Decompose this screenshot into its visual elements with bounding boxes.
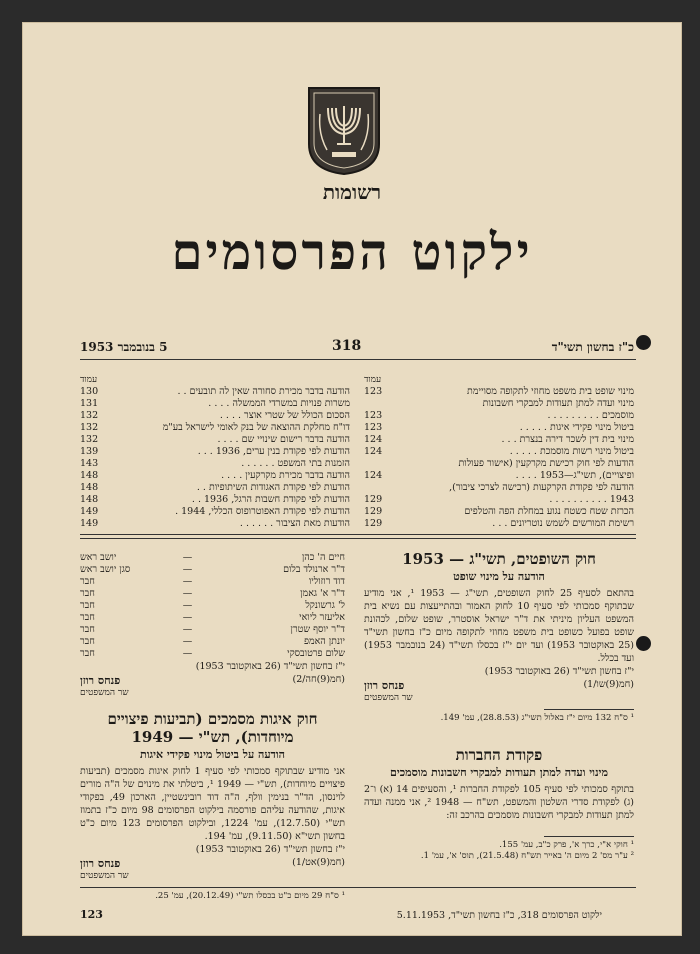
- header-date-hebrew: כ"ז בחשון תשי"ד: [551, 340, 634, 354]
- toc-entry: [364, 506, 634, 518]
- member-dash: —: [182, 624, 193, 635]
- state-emblem-icon: [305, 84, 383, 176]
- toc-page-label: עמוד: [364, 375, 382, 385]
- member-role: יושב ראש: [80, 552, 117, 563]
- committee-members: [80, 552, 345, 660]
- toc-entry-title: הודעה בדבר מכירת מקרקעין . . . .: [221, 470, 350, 481]
- toc-entry-title: הודעות מאת הציבור . . . . . .: [239, 518, 350, 529]
- header-date-gregorian: 5 בנובמבר 1953: [80, 340, 168, 354]
- toc-entry-page: 149: [80, 506, 99, 517]
- toc-entry: [80, 410, 350, 422]
- toc-entry: [80, 470, 350, 482]
- toc-entry-page: 148: [80, 470, 99, 481]
- member-name: שלום פרטובסקי: [287, 648, 345, 659]
- footnote: ¹ ס"ח 29 מיום כ"ט בכסלו תש"י (20.12.49), עמ' 25.: [155, 891, 345, 901]
- member-name: יונתן האמפ: [303, 636, 345, 647]
- toc-page-label: עמוד: [80, 375, 98, 385]
- toc-entry-page: 123: [364, 422, 383, 433]
- toc-entry-title: הסכום הכולל של שטרי אוצר . . . .: [219, 410, 350, 421]
- toc-entry-page: 139: [80, 446, 99, 457]
- section-text: אני מודיע שבתוקף סמכותי לפי סעיף 1 לחוק איגות מסמכים (תביעות פיצויים מיוחדות), תש"י — 1949 ¹, ביטלתי את מינוים של ה"ה מורים לוינסון, הד"ר בנימין וולף, ה"ה דוד רובינשטיין, הארכון 49, בפקודי איגות, שהודעה עליהם פורסמה בילקוט הפרסומים 98 מיום כ"ז בתמוז תש"י (12.7.50), עמ' 1224, ובילקוט הפרסומים 123 מיום כ"ט בחשון תשי"א (9.11.50), עמ' 194.: [80, 766, 345, 842]
- member-role: חבר: [80, 588, 95, 599]
- signer-role: שר המשפטים: [80, 688, 129, 698]
- toc-entry-page: 149: [80, 518, 99, 529]
- section-subtitle: הודעה על ביטול מינוי פקידי איגות: [139, 748, 285, 761]
- member-dash: —: [182, 552, 193, 563]
- toc-entry-page: [364, 482, 386, 494]
- toc-entry-title: דו"ח מחלקת ההוצאה של בנק לאומי לישראל בע"מ: [162, 422, 350, 433]
- member-role: חבר: [80, 600, 95, 611]
- signature-date: י"ז בחשון תשי"ד (26 באוקטובר 1953): [484, 666, 634, 677]
- toc-entry: [80, 518, 350, 530]
- toc-entry: [364, 482, 634, 494]
- toc-entry-page: [364, 398, 386, 410]
- committee-member: [80, 600, 345, 612]
- toc-entry-page: 124: [364, 446, 383, 457]
- footer-text: ילקוט הפרסומים 318, כ"ז בחשון תשי"ד, 5.11.1953: [396, 910, 602, 921]
- toc-entry-page: 132: [80, 410, 99, 421]
- toc-entry-title: ביטול מינוי רשות מוסמכת . . . . .: [509, 446, 634, 457]
- committee-member: [80, 612, 345, 624]
- committee-member: [80, 648, 345, 660]
- punch-hole-bottom: [636, 636, 651, 651]
- toc-right: [364, 374, 634, 530]
- toc-entry: [364, 422, 634, 434]
- member-dash: —: [182, 648, 193, 659]
- toc-entry-page: 130: [80, 386, 99, 397]
- toc-entry: [364, 398, 634, 410]
- toc-entry-title: הודעות לפי פקודת האגודות השיתופיות . .: [196, 482, 350, 493]
- member-name: ד"ר א' גאמן: [300, 588, 345, 599]
- member-name: ל' גרשונקל: [305, 600, 345, 611]
- footnote-rule: [544, 709, 634, 710]
- toc-entry-page: 131: [80, 398, 99, 409]
- toc-entry-title: רשימת המורשים לשמש נוטריונים . . .: [492, 518, 634, 529]
- toc-entry-title: ביטול מינוי פקידי איגות . . . . .: [519, 422, 634, 433]
- issue-number: 318: [332, 338, 362, 354]
- signature-date: י"ז בחשון תשי"ד (26 באוקטובר 1953): [195, 661, 345, 672]
- toc-entry-page: 143: [80, 458, 99, 469]
- member-role: חבר: [80, 636, 95, 647]
- document-page: [22, 22, 682, 936]
- punch-hole-top: [636, 335, 651, 350]
- toc-entry: [364, 518, 634, 530]
- toc-entry-title: מוסמכים . . . . . . . . .: [547, 410, 634, 421]
- section-title-documents-law: חוק איגות מסמכים (תביעות פיצויים מיוחדות), תש"י — 1949: [107, 710, 318, 746]
- toc-entry-page: 124: [364, 470, 383, 481]
- toc-entry: [364, 494, 634, 506]
- signer-role: שר המשפטים: [80, 871, 129, 881]
- toc-entry: [364, 458, 634, 470]
- member-role: חבר: [80, 576, 95, 587]
- toc-entry-page: [364, 458, 386, 470]
- toc-entry-page: 129: [364, 506, 383, 517]
- footnote: ¹ ס"ח 132 מיום י"ז באלול תשי"ג (28.8.53), עמ' 149.: [440, 713, 634, 723]
- toc-entry-title: משרות פנויות במשרדי הממשלה . . . .: [208, 398, 350, 409]
- toc-entry-title: ופיצויים), תשי"ג—1953 . . . .: [515, 470, 634, 481]
- member-dash: —: [182, 600, 193, 611]
- toc-entry: [80, 482, 350, 494]
- footnote: ¹ חוקי א"י, כרך א', פרק כ"ב, עמ' 155.: [499, 840, 634, 850]
- member-dash: —: [182, 612, 193, 623]
- toc-entry-title: הודעות לפי חוק רכישת מקרקעין (אישור פעולות: [458, 458, 634, 469]
- toc-entry-title: הודעות לפי פקודת האפוטרופוס הכללי, 1944 .: [175, 506, 350, 517]
- section-subtitle: מינוי ועדה למתן תעודות למבקרי חשבונות מוסמכים: [390, 766, 608, 779]
- toc-entry: [80, 386, 350, 398]
- toc-entry-title: הודעה לפי פקודת הקרקעות (רכישה לצרכי ציבור),: [449, 482, 634, 493]
- toc-entry-title: הכרזת שטח כשטח נגוע במחלת הפה והטלפים: [464, 506, 634, 517]
- section-text: בהתאם לסעיף 25 לחוק השופטים, תשי"ג — 1953 ¹, אני מודיע שבתוקף סמכותי לפי סעיף 10 לחוק האמור ובהתייעצות עם נשיא בית המשפט העליון מיניתי את ד"ר ישראל אוסטרר, שופט שלום, לכהונת שופט בפועל כשופט בית משפט מחוזי לתקופה מיום כ"ז בחשון תשי"ד (25 באוקטובר 1953) ועד יום י"ז בכסלו תשי"ד (24 בנובמבר 1953) ועד בכלל.: [364, 588, 635, 664]
- toc-entry-title: מינוי ועדה למתן תעודות למבקרי חשבונות: [482, 398, 634, 409]
- toc-entry-page: 132: [80, 434, 99, 445]
- toc-entry-title: הודעה בדבר מכירת סחורה שאין לה תובעים . .: [177, 386, 350, 397]
- toc-entry: [80, 494, 350, 506]
- file-reference: (חמ(9)אט/1): [292, 857, 345, 868]
- toc-entry-title: הזמנות בתי המשפט . . . . . .: [241, 458, 350, 469]
- section-title-companies: פקודת החברות: [455, 746, 543, 764]
- toc-entry-title: 1943 . . . . . . . . . .: [549, 494, 634, 505]
- committee-member: [80, 624, 345, 636]
- publisher-name: רשומות: [322, 180, 382, 204]
- page-title: ילקוט הפרסומים: [171, 222, 533, 281]
- toc-entry: [364, 410, 634, 422]
- signer-role: שר המשפטים: [364, 693, 413, 703]
- toc-entry: [80, 506, 350, 518]
- toc-entry-page: 148: [80, 494, 99, 505]
- member-name: אליעזר ליואי: [299, 612, 345, 623]
- header-rule: [80, 359, 636, 360]
- file-reference: (חמ(9)חה/2): [292, 674, 345, 685]
- footnote-rule: [544, 836, 634, 837]
- member-name: דוד רוזוליו: [308, 576, 345, 587]
- toc-rule-bottom: [80, 538, 636, 539]
- member-dash: —: [182, 564, 193, 575]
- toc-entry-page: 123: [364, 410, 383, 421]
- committee-member: [80, 576, 345, 588]
- page-number: 123: [80, 908, 103, 921]
- section-subtitle: הודעה על מינוי שופט: [453, 570, 545, 583]
- committee-member: [80, 564, 345, 576]
- section-text: בתוקף סמכותי לפי סעיף 105 לפקודת החברות ¹, והסעיפים 14 (א) ו־2 (ג) לפקודת סדרי השלטון והמשפט, תש"ח — 1948 ², אני ממנה ועדה למתן תעודות למבקרי חשבונות מוסמכים בהרכב זה:: [364, 784, 634, 821]
- toc-entry-page: 148: [80, 482, 99, 493]
- member-role: חבר: [80, 624, 95, 635]
- toc-entry-page: 123: [364, 386, 383, 397]
- toc-entry: [364, 446, 634, 458]
- toc-entry: [364, 386, 634, 398]
- toc-entry: [80, 446, 350, 458]
- toc-entry: [364, 470, 634, 482]
- toc-entry-title: מינוי בית דין לשכר דירה בנצרת . . .: [501, 434, 634, 445]
- toc-entry: [80, 398, 350, 410]
- toc-entry: [80, 434, 350, 446]
- member-dash: —: [182, 576, 193, 587]
- member-name: חיים ה' כהן: [301, 552, 345, 563]
- committee-member: [80, 552, 345, 564]
- toc-entry-page: 129: [364, 494, 383, 505]
- toc-rule-top: [80, 534, 636, 535]
- committee-member: [80, 588, 345, 600]
- signer-name: פנחס רוזן: [80, 857, 121, 870]
- member-dash: —: [182, 588, 193, 599]
- toc-entry-page: 129: [364, 518, 383, 529]
- member-name: ד"ר ארנולד בלום: [283, 564, 345, 575]
- signer-name: פנחס רוזן: [80, 674, 121, 687]
- member-name: ד"ר יוסף שטרן: [290, 624, 345, 635]
- file-reference: (חמ(9)שו/1): [583, 679, 634, 690]
- footer-rule: [80, 887, 636, 888]
- toc-entry-title: הודעה בדבר רישום שינויי שם . . . .: [217, 434, 350, 445]
- toc-entry-title: הודעות לפי פקודת חשבות הרגל, 1936 . .: [191, 494, 350, 505]
- toc-left: [80, 374, 350, 530]
- member-role: חבר: [80, 612, 95, 623]
- toc-entry-title: מינוי שופט בית משפט מחוזי לתקופה מסויימת: [467, 386, 634, 397]
- toc-entry-page: 124: [364, 434, 383, 445]
- committee-member: [80, 636, 345, 648]
- member-role: חבר: [80, 648, 95, 659]
- toc-entry-page: 132: [80, 422, 99, 433]
- right-column: [364, 550, 634, 862]
- toc-entry: [364, 434, 634, 446]
- toc-entry: [80, 458, 350, 470]
- footnote: ² ע"ר מס' 2 מיום ה' באייר תש"ח (21.5.48), תוס' א', עמ' 1.: [420, 851, 634, 861]
- section-title-judges-law: חוק השופטים, תשי"ג — 1953: [402, 550, 596, 568]
- signer-name: פנחס רוזן: [364, 679, 405, 692]
- member-dash: —: [182, 636, 193, 647]
- toc-entry: [80, 422, 350, 434]
- signature-date: י"ז בחשון תשי"ד (26 באוקטובר 1953): [195, 844, 345, 855]
- left-column: [80, 552, 345, 902]
- member-role: סגן יושב ראש: [80, 564, 131, 575]
- toc-entry-title: הודעות לפי פקודת בנין ערים, 1936 . . .: [197, 446, 350, 457]
